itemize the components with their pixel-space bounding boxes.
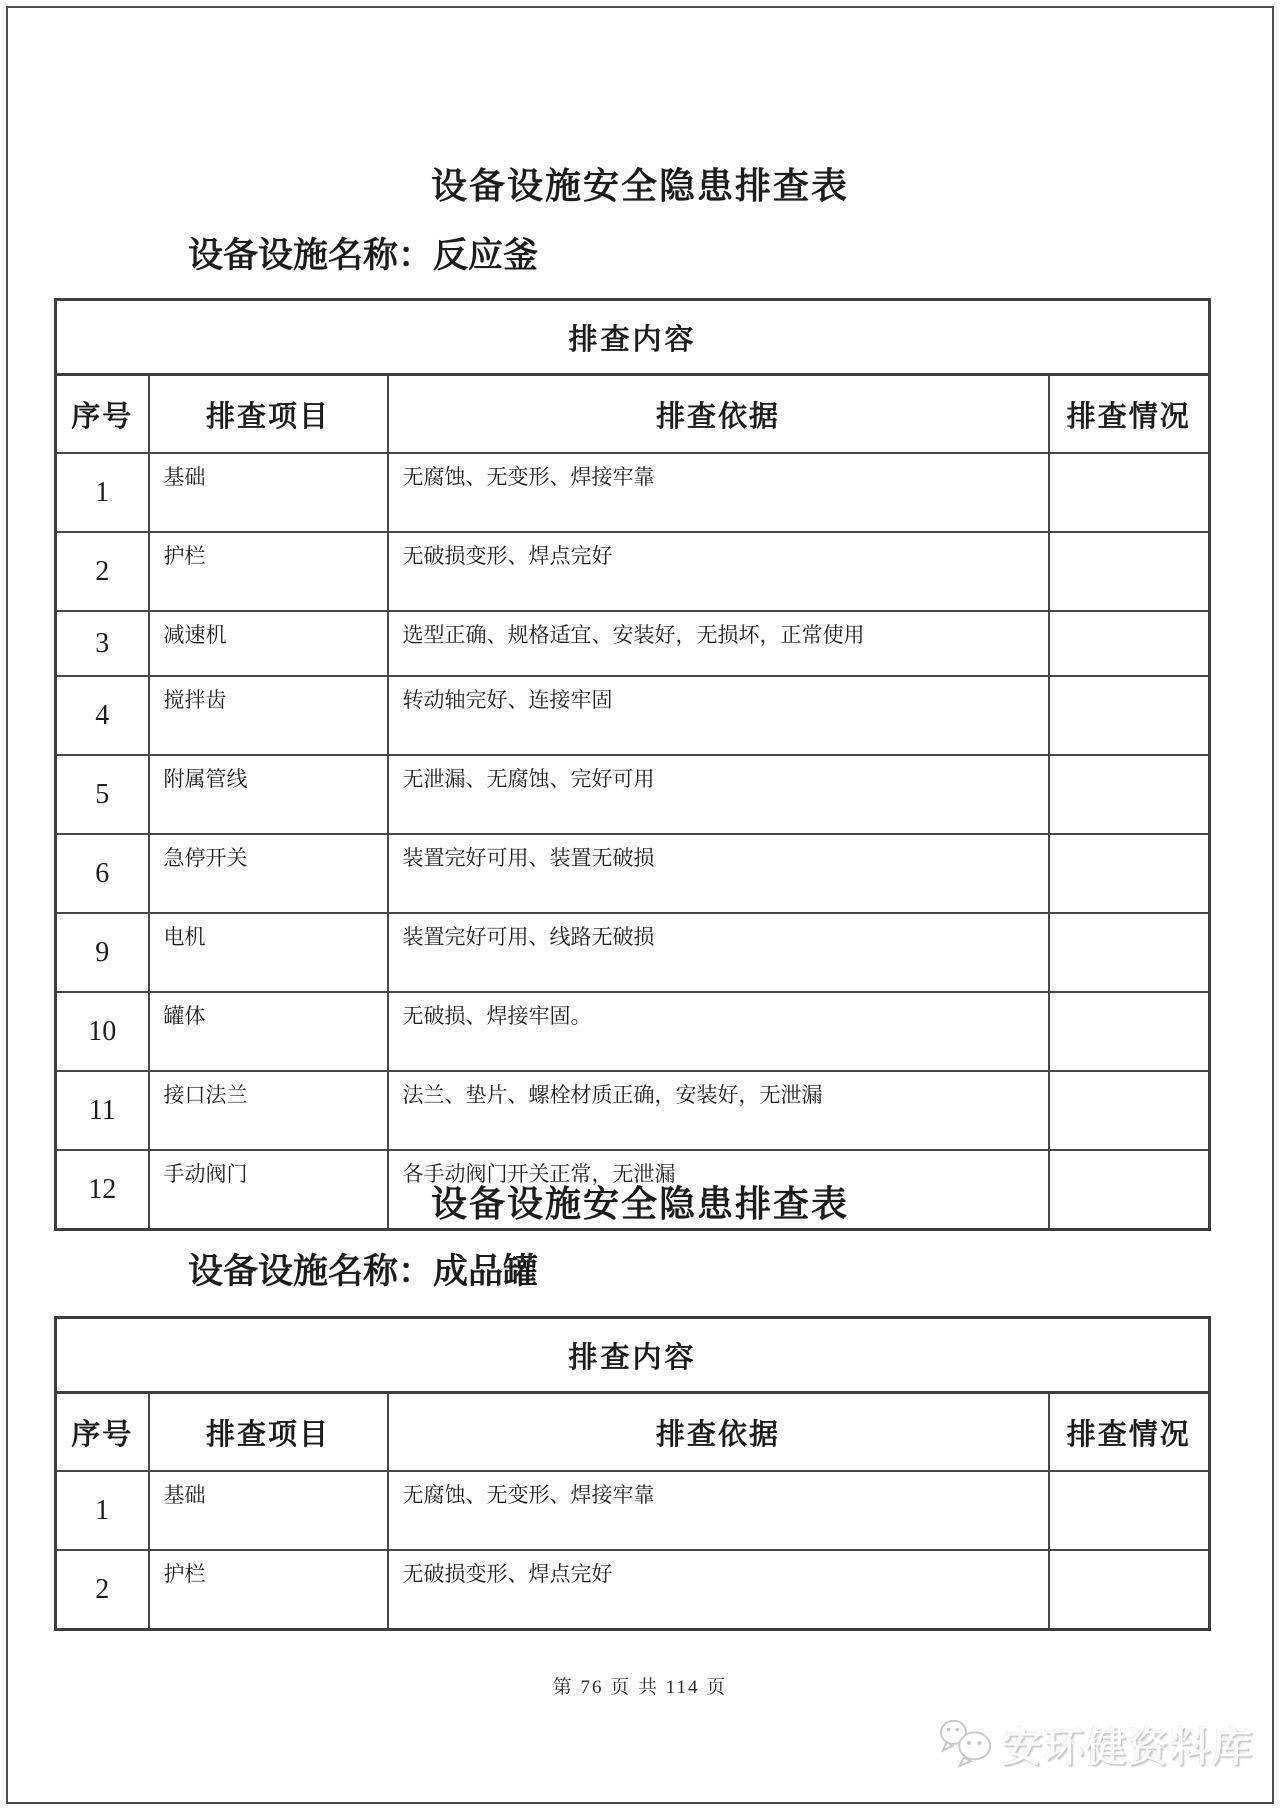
row-item: 搅拌齿 — [149, 676, 388, 755]
column-header-item: 排查项目 — [149, 1393, 388, 1472]
section-header-cell: 排查内容 — [56, 300, 1210, 375]
column-header-no: 序号 — [56, 375, 149, 454]
row-status — [1049, 1471, 1210, 1550]
row-basis: 无破损、焊接牢固。 — [388, 992, 1049, 1071]
row-status — [1049, 992, 1210, 1071]
row-basis: 各手动阀门开关正常，无泄漏 — [388, 1150, 1049, 1230]
row-number: 9 — [56, 913, 149, 992]
page-number: 第 76 页 共 114 页 — [552, 1677, 728, 1698]
table-row — [56, 1471, 1210, 1550]
table-row — [56, 992, 1210, 1071]
wechat-chat-bubbles-icon — [935, 1716, 997, 1773]
row-basis: 无腐蚀、无变形、焊接牢靠 — [388, 453, 1049, 532]
row-status — [1049, 611, 1210, 676]
table-row — [56, 755, 1210, 834]
row-basis: 装置完好可用、装置无破损 — [388, 834, 1049, 913]
table2-subtitle — [188, 1244, 538, 1294]
table-row — [56, 532, 1210, 611]
row-basis: 无腐蚀、无变形、焊接牢靠 — [388, 1471, 1049, 1550]
row-status — [1049, 1071, 1210, 1150]
column-header-basis: 排查依据 — [388, 1393, 1049, 1472]
row-item: 罐体 — [149, 992, 388, 1071]
table-row — [56, 834, 1210, 913]
row-item: 急停开关 — [149, 834, 388, 913]
table1-subtitle — [188, 228, 538, 278]
row-number: 4 — [56, 676, 149, 755]
table-row — [56, 676, 1210, 755]
column-header-no: 序号 — [56, 1393, 149, 1472]
row-status — [1049, 453, 1210, 532]
row-status — [1049, 532, 1210, 611]
row-number: 2 — [56, 1550, 149, 1630]
column-header-status: 排查情况 — [1049, 375, 1210, 454]
row-item: 手动阀门 — [149, 1150, 388, 1230]
table1-title: 设备设施安全隐患排查表 — [430, 166, 849, 206]
row-status — [1049, 834, 1210, 913]
device-name-label: 设备设施名称： — [188, 236, 434, 275]
row-status — [1049, 1550, 1210, 1630]
row-number: 5 — [56, 755, 149, 834]
row-item: 电机 — [149, 913, 388, 992]
row-number: 1 — [56, 1471, 149, 1550]
watermark — [935, 1716, 1254, 1773]
section-header-row — [56, 300, 1210, 375]
row-basis: 装置完好可用、线路无破损 — [388, 913, 1049, 992]
column-header-item: 排查项目 — [149, 375, 388, 454]
row-basis: 选型正确、规格适宜、安装好，无损坏，正常使用 — [388, 611, 1049, 676]
column-header-row — [56, 375, 1210, 454]
row-item: 基础 — [149, 453, 388, 532]
device-name-value: 反应釜 — [433, 236, 539, 275]
table-row — [56, 1071, 1210, 1150]
row-basis: 无泄漏、无腐蚀、完好可用 — [388, 755, 1049, 834]
row-basis: 无破损变形、焊点完好 — [388, 532, 1049, 611]
row-status — [1049, 913, 1210, 992]
watermark-label: 安环健资料库 — [1002, 1725, 1254, 1770]
row-item: 护栏 — [149, 532, 388, 611]
row-number: 2 — [56, 532, 149, 611]
device-name-label: 设备设施名称： — [188, 1252, 434, 1291]
table-row — [56, 913, 1210, 992]
table-row — [56, 453, 1210, 532]
table-row — [56, 1550, 1210, 1630]
row-item: 基础 — [149, 1471, 388, 1550]
section-header-cell: 排查内容 — [56, 1318, 1210, 1393]
table-row — [56, 611, 1210, 676]
row-item: 附属管线 — [149, 755, 388, 834]
row-number: 1 — [56, 453, 149, 532]
row-item: 接口法兰 — [149, 1071, 388, 1150]
section-header-row — [56, 1318, 1210, 1393]
column-header-basis: 排查依据 — [388, 375, 1049, 454]
row-number: 12 — [56, 1150, 149, 1230]
row-status — [1049, 676, 1210, 755]
row-number: 6 — [56, 834, 149, 913]
inspection-table-product-tank — [54, 1316, 1211, 1631]
row-basis: 转动轴完好、连接牢固 — [388, 676, 1049, 755]
row-status — [1049, 755, 1210, 834]
row-basis: 无破损变形、焊点完好 — [388, 1550, 1049, 1630]
inspection-table-reactor — [54, 298, 1211, 1231]
column-header-row — [56, 1393, 1210, 1472]
device-name-value: 成品罐 — [433, 1252, 539, 1291]
column-header-status: 排查情况 — [1049, 1393, 1210, 1472]
row-basis: 法兰、垫片、螺栓材质正确，安装好，无泄漏 — [388, 1071, 1049, 1150]
row-item: 护栏 — [149, 1550, 388, 1630]
row-number: 11 — [56, 1071, 149, 1150]
row-item: 减速机 — [149, 611, 388, 676]
table2-title: 设备设施安全隐患排查表 — [430, 1184, 849, 1224]
row-number: 3 — [56, 611, 149, 676]
row-number: 10 — [56, 992, 149, 1071]
